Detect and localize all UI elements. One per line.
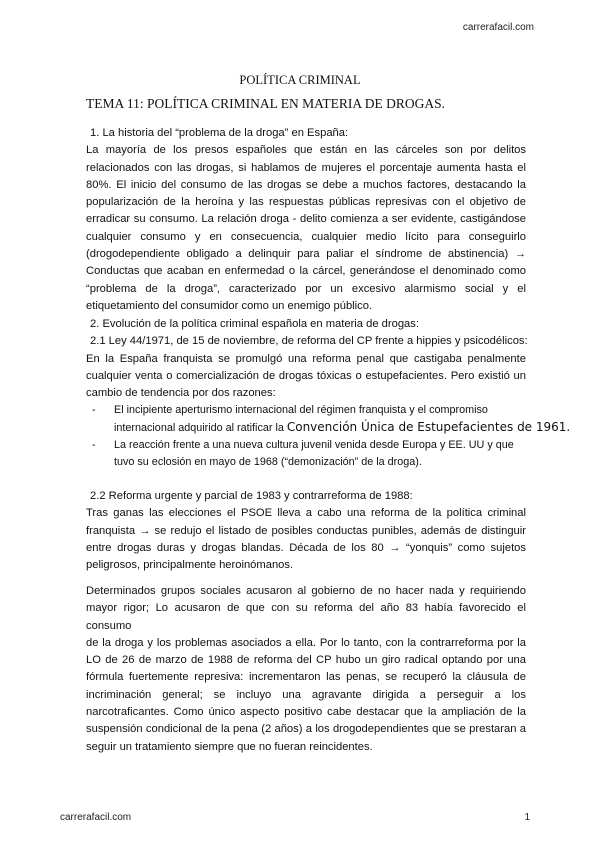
text-line: Tras ganas las elecciones el PSOE lleva a cabo una reforma de la política criminal [86,507,526,520]
subsection-2-2-paragraph-1 [86,505,526,574]
list-item-text: internacional adquirido al ratificar la [114,422,287,435]
text-line: fórmula fuertemente represiva: incrementaron las penas, se recuperó la cláusula de [86,671,526,684]
text-line: erradicar su consumo. La relación droga - delito comienza a ser evidente, castigándose [86,213,526,226]
dash-bullet: - [92,439,96,452]
text-line: peligrosos, principalmente heroinómanos. [86,559,294,572]
list-item [86,402,571,437]
text-line: seguir un tratamiento siempre que no fueran reincidentes. [86,740,373,753]
subsection-2-2 [86,488,526,574]
list-item-line [114,419,571,437]
text-line: franquista → se redujo el listado de posibles conductas punibles, además de distinguir [86,524,526,537]
subsection-2-2-paragraph-2 [86,583,526,756]
text-line: de la droga y los problemas asociados a ella. Por lo tanto, con la contrarreforma por la [86,636,526,649]
footer-site-name: carrerafacil.com [60,812,132,823]
dash-bullet: - [92,404,96,417]
text-line: etiquetamiento del consumidor como un enemigo público. [86,299,373,312]
text-line: mayor rigor; Lo acusaron de que con su reforma del año 83 había favorecido el consumo [86,602,526,632]
text-line: “problema de la droga”, caracterizado por un excesivo alarmismo social y el [86,282,526,295]
header-site-name: carrerafacil.com [462,22,534,33]
text-line: popularización de la heroína y las respuestas públicas represivas con el objetivo de [86,196,526,209]
subsection-2-1-paragraph [86,351,526,403]
text-line: cualquier venta o comercialización de drogas tóxicas o estupefacientes. Pero existió un [86,369,526,382]
section-2 [86,316,571,471]
reasons-list [86,402,571,471]
text-line: LO de 26 de marzo de 1988 de reforma del CP hubo un giro radical optando por una [86,654,526,667]
text-line: cualquier consumo y en consecuencia, cualquier medio lícito para conseguirlo [86,230,526,243]
text-line: 80%. El inicio del consumo de las drogas se debe a muchos factores, destacando la [86,178,526,191]
text-line: incriminación general; se incluyo una agravante dirigida a perseguir a los [86,688,526,701]
text-line: narcotraficantes. Como único aspecto positivo cabe destacar que la ampliación de la [86,706,526,719]
text-line: relacionados con las drogas, si hablamos de mujeres el porcentaje aumenta hasta el [86,161,526,174]
text-line: cambio de tendencia por dos razones: [86,387,276,400]
text-line: entre drogas duras y drogas blandas. Década de los 80 → “yonquis” como sujetos [86,541,526,554]
convention-name: Convención Única de Estupefacientes de 1961. [286,420,571,435]
section-1-heading: 1. La historia del “problema de la droga” en España: [90,127,349,139]
subsection-2-1-heading: 2.1 Ley 44/1971, de 15 de noviembre, de reforma del CP frente a hippies y psicodélicos: [90,335,528,348]
list-item-line: tuvo su eclosión en mayo de 1968 (“demonización” de la droga). [114,456,422,469]
text-line: (drogodependiente obligado a delinquir para paliar el síndrome de abstinencia) → [86,248,526,261]
section-2-heading: 2. Evolución de la política criminal española en materia de drogas: [90,318,419,330]
text-line: Determinados grupos sociales acusaron al gobierno de no hacer nada y requiriendo [86,585,526,597]
list-item-line: El incipiente aperturismo internacional del régimen franquista y el compromiso [114,404,488,417]
document-title: POLÍTICA CRIMINAL [239,73,361,87]
text-line: La mayoría de los presos españoles que están en las cárceles son por delitos [86,144,526,157]
page-number: 1 [524,812,530,823]
document-subtitle: TEMA 11: POLÍTICA CRIMINAL EN MATERIA DE DROGAS. [86,96,446,111]
text-line: En la España franquista se promulgó una reforma penal que castigaba penalmente [86,352,526,365]
section-1 [86,125,526,315]
text-line: Conductas que acaban en enfermedad o la cárcel, generándose el denominado como [86,265,526,278]
subsection-2-2-heading: 2.2 Reforma urgente y parcial de 1983 y contrarreforma de 1988: [90,490,413,502]
text-line: suspensión condicional de la pena (2 años) a los drogodependientes que se prestaran a [86,723,526,736]
section-1-paragraph [86,142,526,315]
list-item-line: La reacción frente a una nueva cultura juvenil venida desde Europa y EE. UU y que [114,439,514,452]
list-item [86,437,526,471]
